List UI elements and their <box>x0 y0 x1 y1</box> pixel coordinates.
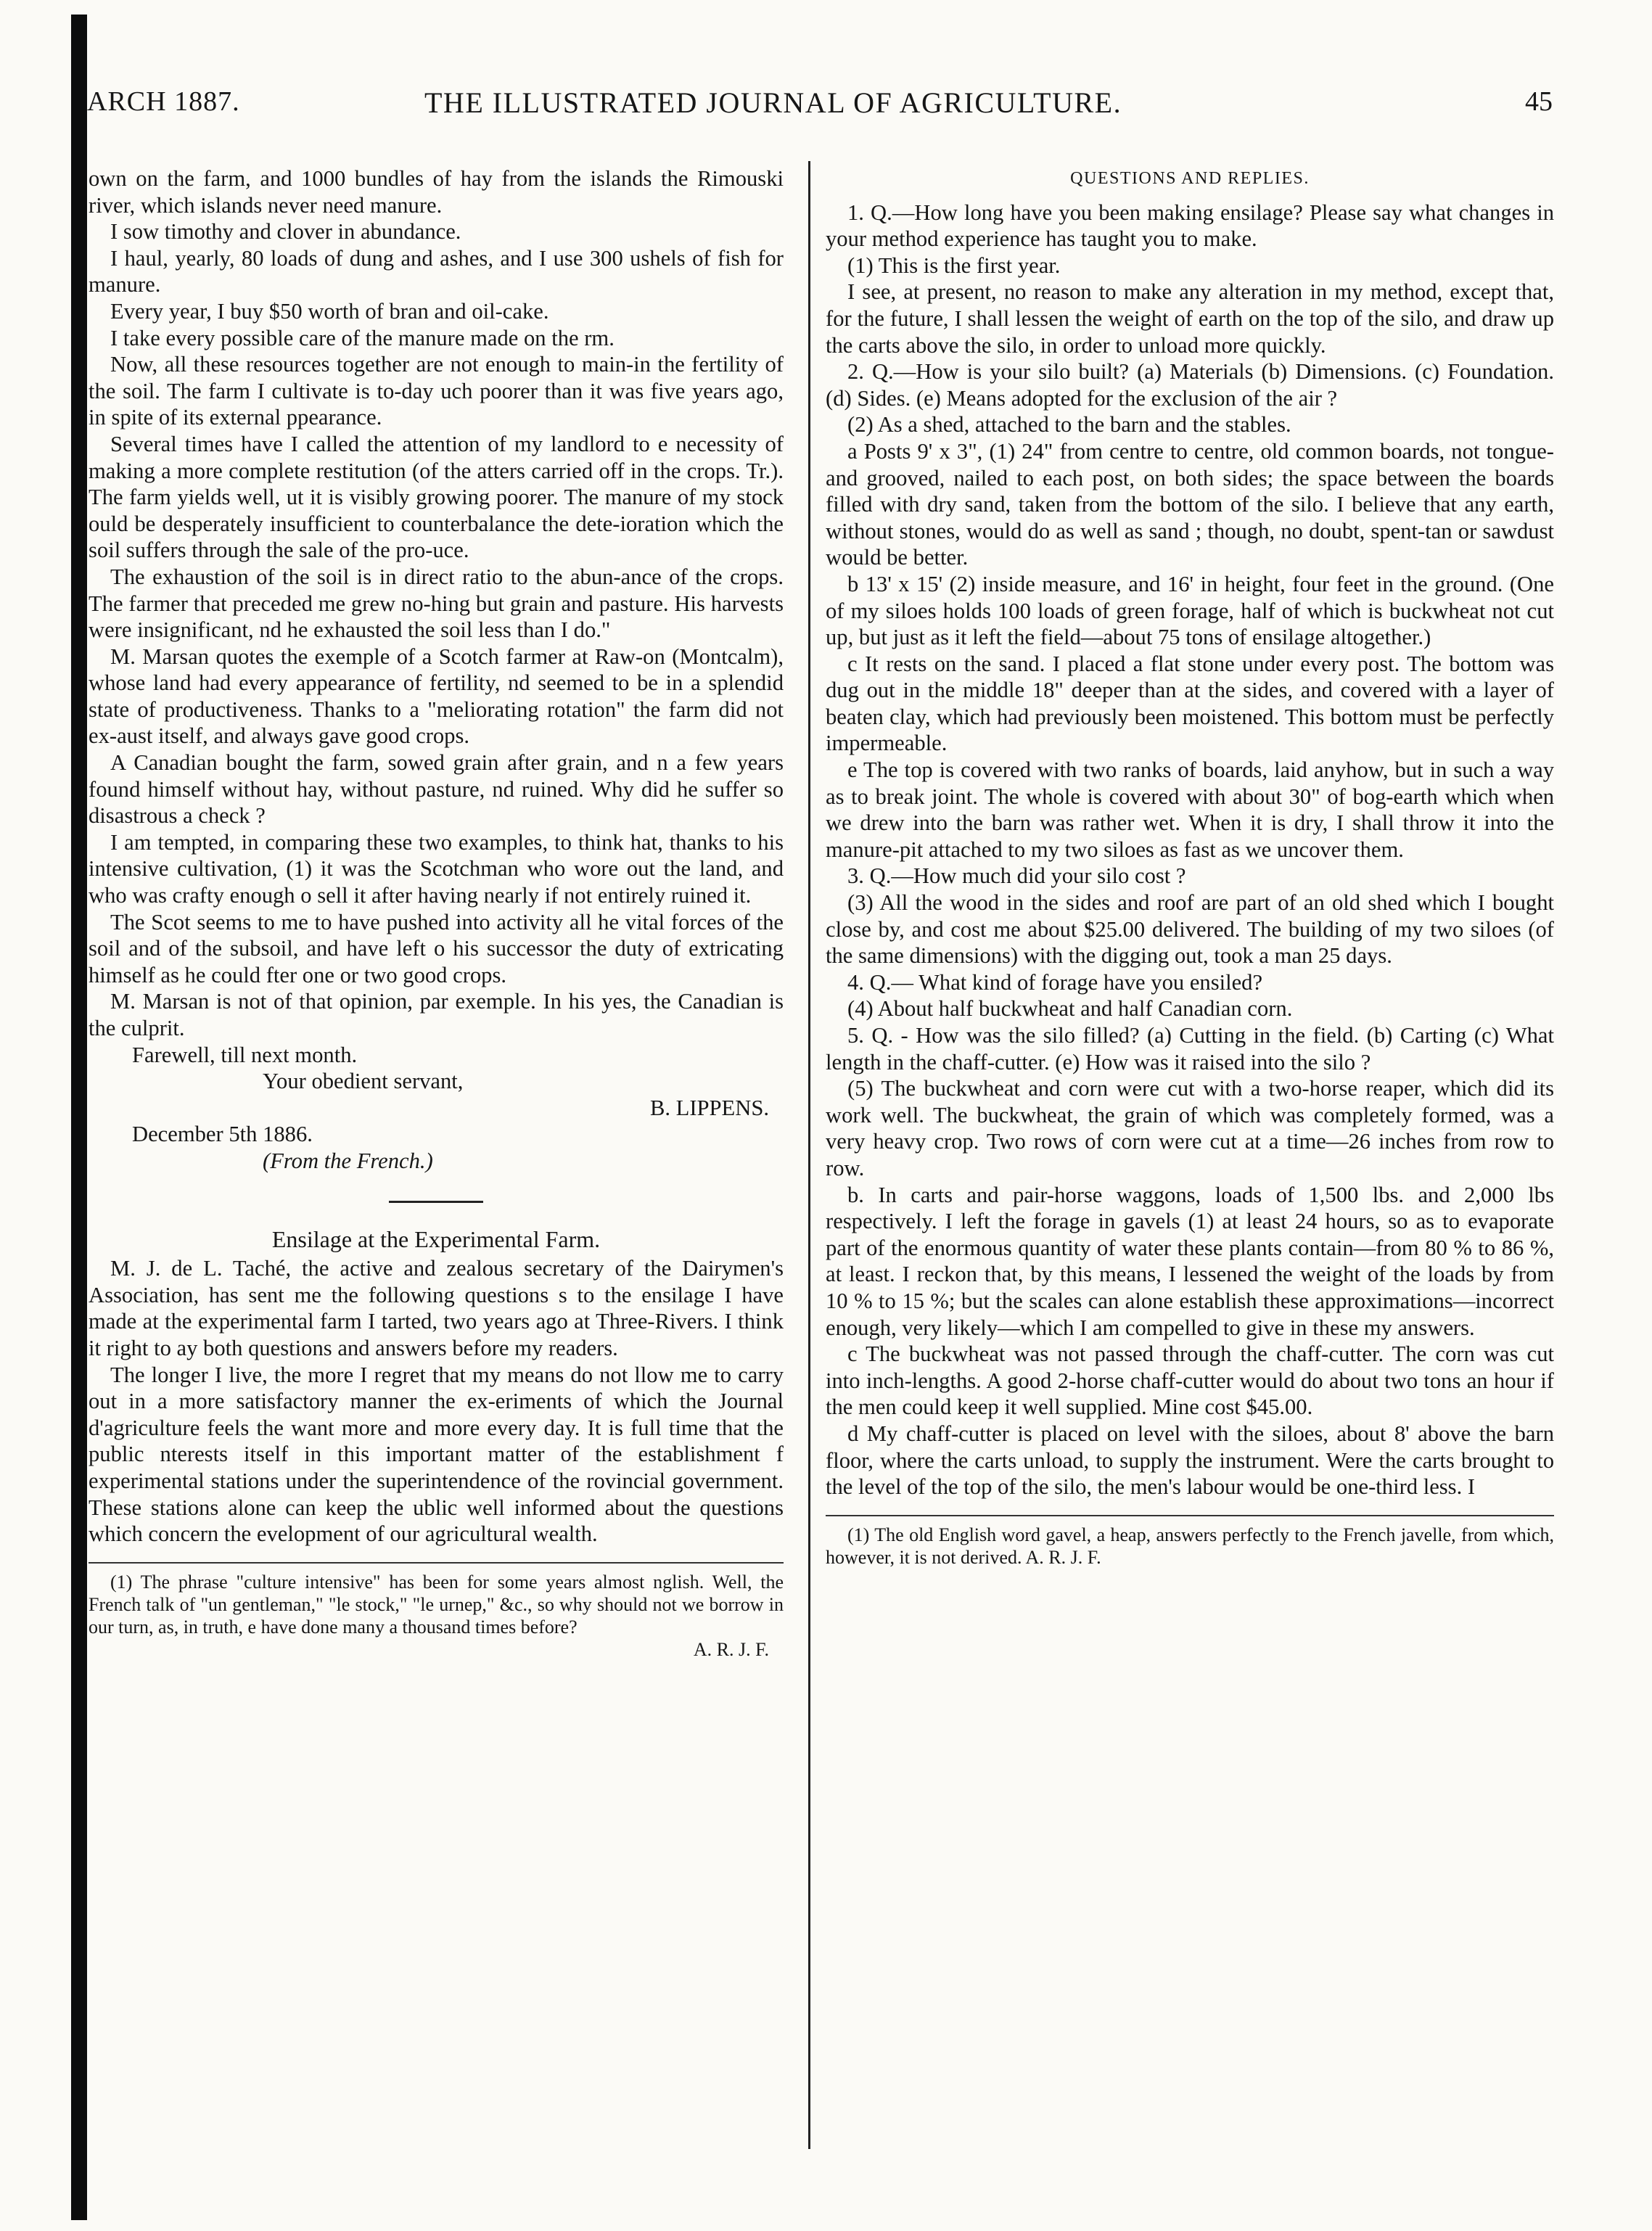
paragraph: Every year, I buy $50 worth of bran and oil-cake. <box>110 298 549 324</box>
paragraph: 3. Q.—How much did your silo cost ? <box>847 863 1186 889</box>
letter-signature: B. LIPPENS. <box>649 1095 769 1120</box>
paragraph: c It rests on the sand. I placed a flat stone under every post. The bottom was dug out in the middle 18" deeper than at the sides, and covered with a layer of beaten clay, which had previously been moistened. This bottom must be perfectly impermeable. <box>826 651 1554 756</box>
paragraph: I am tempted, in comparing these two examples, to think hat, thanks to his intensive cultivation, (1) it was the Scotchman who wore out the land, and who was crafty enough o sell it after having nearly if not entirely ruined it. <box>89 829 784 908</box>
letter-salutation: Your obedient servant, <box>263 1069 464 1094</box>
header-date: ARCH 1887. <box>87 86 240 117</box>
translation-note: (From the French.) <box>263 1148 433 1173</box>
paragraph: I haul, yearly, 80 loads of dung and ashes, and I use 300 ushels of fish for manure. <box>89 245 784 297</box>
paragraph: Several times have I called the attention of my landlord to e necessity of making a more complete restitution (of the atters carried off in the crops. Tr.). The farm yields well, ut it is visibly growing poorer. The manure of my stock ould be desperately insufficient to counterbalance the dete-ioration which the soil suffers through the sale of the pro-uce. <box>89 431 784 563</box>
left-column <box>89 165 784 1661</box>
paragraph: (1) This is the first year. <box>847 252 1061 278</box>
paragraph: (4) About half buckwheat and half Canadian corn. <box>847 996 1293 1022</box>
paragraph: 4. Q.— What kind of forage have you ensiled? <box>847 969 1263 995</box>
paragraph: 5. Q. - How was the silo filled? (a) Cutting in the field. (b) Carting (c) What length in the chaff-cutter. (e) How was it raised into the silo ? <box>826 1023 1554 1075</box>
paragraph: I take every possible care of the manure made on the rm. <box>110 325 615 350</box>
paragraph: own on the farm, and 1000 bundles of hay from the islands the Rimouski river, which islands never need manure. <box>89 166 784 218</box>
binding-edge <box>71 15 87 2220</box>
paragraph: M. J. de L. Taché, the active and zealous secretary of the Dairymen's Association, has sent me the following questions s to the ensilage I have made at the experimental farm I tarted, two years ago at Three-Rivers. I think it right to ay both questions and answers before my readers. <box>89 1256 784 1360</box>
section-title: Ensilage at the Experimental Farm. <box>271 1225 601 1252</box>
paragraph: The exhaustion of the soil is in direct ratio to the abun-ance of the crops. The farmer that preceded me grew no-hing but grain and pasture. His harvests were insignificant, nd he exhausted the soil less than I do." <box>89 564 784 643</box>
paragraph: 1. Q.—How long have you been making ensilage? Please say what changes in your method experience has taught you to make. <box>826 200 1554 252</box>
paragraph: A Canadian bought the farm, sowed grain after grain, and n a few years found himself without hay, without pasture, nd ruined. Why did he suffer so disastrous a check ? <box>89 750 784 829</box>
footnote: (1) The phrase "culture intensive" has been for some years almost nglish. Well, the French talk of "un gentleman," "le stock," "le urnep," &c., so why should not we borrow in our turn, as, in truth, e have done many a thousand times before? <box>89 1571 784 1638</box>
footnote-rule <box>826 1515 1554 1516</box>
paragraph: (5) The buckwheat and corn were cut with a two-horse reaper, which did its work well. The buckwheat, the grain of which was completely formed, was a very heavy crop. Two rows of corn were cut at a time—26 inches from row to row. <box>826 1076 1554 1180</box>
paragraph: 2. Q.—How is your silo built? (a) Materials (b) Dimensions. (c) Foundation. (d) Sides. (e) Means adopted for the exclusion of the air ? <box>826 359 1554 411</box>
letter-closing: Farewell, till next month. <box>132 1042 358 1067</box>
section-rule <box>389 1201 483 1203</box>
paragraph: Now, all these resources together are not enough to main-in the fertility of the soil. The farm I cultivate is to-day uch poorer than it was five years ago, in spite of its external ppearance. <box>89 352 784 430</box>
paragraph: M. Marsan is not of that opinion, par exemple. In his yes, the Canadian is the culprit. <box>89 989 784 1040</box>
paragraph: I sow timothy and clover in abundance. <box>110 219 461 245</box>
right-column <box>826 165 1554 1569</box>
paragraph: e The top is covered with two ranks of boards, laid anyhow, but in such a way as to break joint. The whole is covered with about 30" of bog-earth which when we drew into the barn was rather wet. When it is dry, I shall throw it into the manure-pit attached to my two siloes as fast as we uncover them. <box>826 757 1554 862</box>
paragraph: The longer I live, the more I regret that my means do not llow me to carry out in a more satisfactory manner the ex-eriments of which the Journal d'agriculture feels the want more and more every day. It is full time that the public nterests itself in this important matter of the establishment f experimental stations under the superintendence of the rovincial government. These stations alone can keep the ublic well informed about the questions which concern the evelopment of our agricultural wealth. <box>89 1362 784 1547</box>
page-header <box>87 86 1553 129</box>
letter-dateline: December 5th 1886. <box>132 1122 313 1147</box>
paragraph: b 13' x 15' (2) inside measure, and 16' in height, four feet in the ground. (One of my siloes holds 100 loads of green forage, half of which is buckwheat not cut up, but just as it left the field—about 75 tons of ensilage altogether.) <box>826 571 1554 650</box>
paragraph: b. In carts and pair-horse waggons, loads of 1,500 lbs. and 2,000 lbs respectively. I left the forage in gavels (1) at least 24 hours, so as to evaporate part of the enormous quantity of water these plants contain—from 80 % to 86 %, at least. I reckon that, by this means, I lessened the weight of the loads by from 10 % to 15 %; but the scales can alone establish these approximations—incorrect enough, very likely—which I am compelled to give in these my answers. <box>826 1182 1554 1340</box>
column-divider <box>808 161 810 2149</box>
paragraph: M. Marsan quotes the exemple of a Scotch farmer at Raw-on (Montcalm), whose land had every appearance of fertility, nd seemed to be in a splendid state of productiveness. Thanks to a "meliorating rotation" the farm did not ex-aust itself, and always gave good crops. <box>89 644 784 749</box>
paragraph: I see, at present, no reason to make any alteration in my method, except that, for the future, I shall lessen the weight of earth on the top of the silo, and draw up the carts above the silo, in order to unload more quickly. <box>826 279 1554 358</box>
paragraph: (3) All the wood in the sides and roof are part of an old shed which I bought close by, and cost me about $25.00 delivered. The building of my two siloes (of the same dimensions) with the digging out, took a man 25 days. <box>826 890 1554 969</box>
paragraph: a Posts 9' x 3", (1) 24" from centre to centre, old common boards, not tongue-and grooved, nailed to each post, on both sides; the space between the boards filled with dry sand, taken from the bottom of the silo. I believe that any earth, without stones, would do as well as sand ; though, no doubt, spent-tan or sawdust would be better. <box>826 438 1554 570</box>
footnote-signature: A. R. J. F. <box>693 1638 769 1660</box>
qa-heading: QUESTIONS AND REPLIES. <box>1070 169 1310 188</box>
footnote: (1) The old English word gavel, a heap, answers perfectly to the French javelle, from which, however, it is not derived. A. R. J. F. <box>826 1524 1554 1568</box>
footnote-rule <box>89 1562 784 1564</box>
journal-title: THE ILLUSTRATED JOURNAL OF AGRICULTURE. <box>424 86 1122 119</box>
paragraph: (2) As a shed, attached to the barn and the stables. <box>847 412 1291 437</box>
page-number: 45 <box>1525 86 1553 117</box>
paragraph: The Scot seems to me to have pushed into activity all he vital forces of the soil and of the subsoil, and have left o his successor the duty of extricating himself as he could fter one or two good crops. <box>89 909 784 987</box>
paragraph: d My chaff-cutter is placed on level with the siloes, about 8' above the barn floor, where the carts unload, to supply the instrument. Were the carts brought to the level of the top of the silo, the men's labour would be one-third less. I <box>826 1421 1554 1500</box>
paragraph: c The buckwheat was not passed through the chaff-cutter. The corn was cut into inch-lengths. A good 2-horse chaff-cutter would do about two tons an hour if the men could keep it well supplied. Mine cost $45.00. <box>826 1342 1554 1420</box>
